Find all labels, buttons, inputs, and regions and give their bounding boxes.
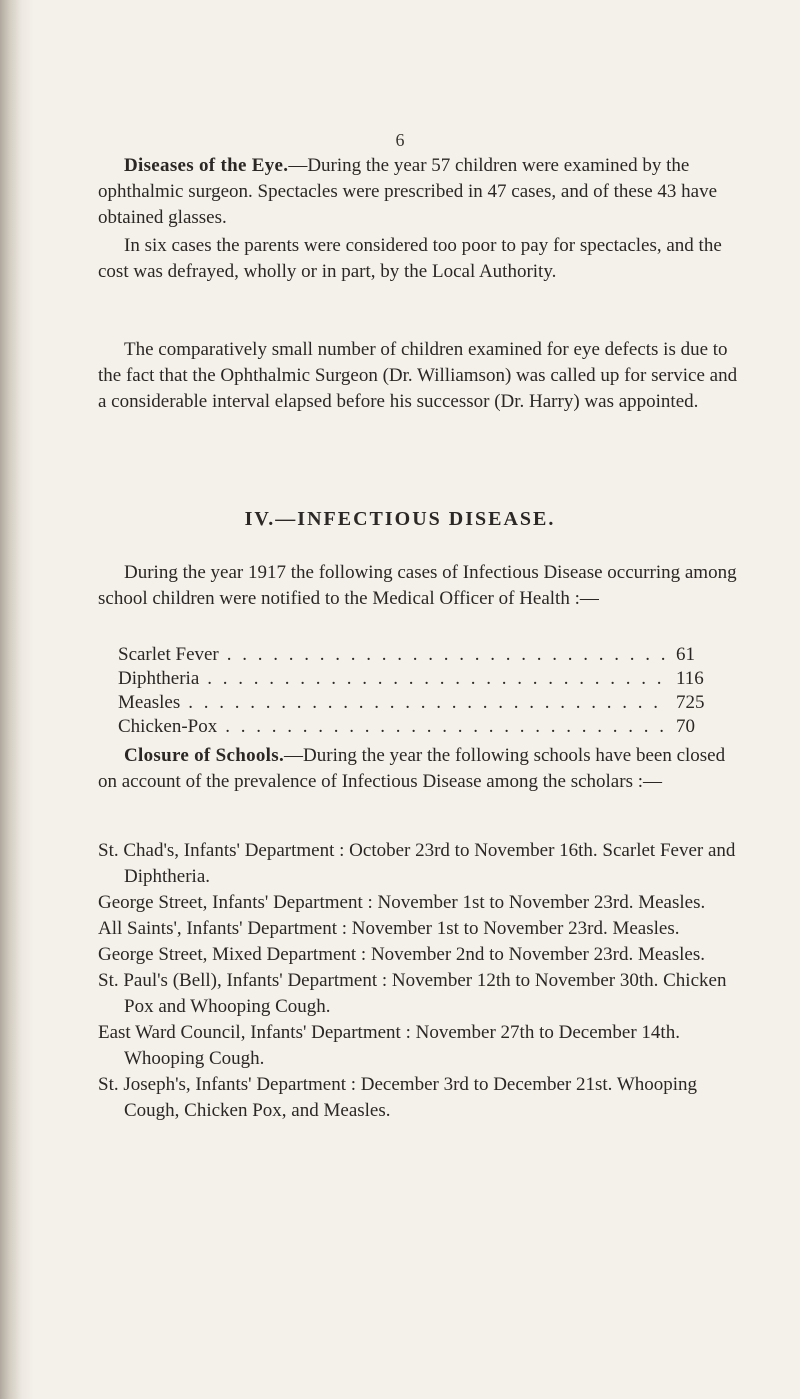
school-closure-item: East Ward Council, Infants' Department : November 27th to December 14th. Whooping Cough. — [98, 1022, 680, 1069]
disease-row — [118, 716, 718, 740]
disease-count: 725 — [676, 692, 705, 713]
school-closure-list — [98, 838, 738, 1124]
disease-row — [118, 668, 718, 692]
disease-name: Scarlet Fever — [118, 644, 219, 665]
disease-count: 70 — [676, 716, 695, 737]
closure-text: —During the year the following schools have been closed on account of the prevalence of Infectious Disease among the scholars :— — [98, 745, 726, 792]
section-heading: IV.—INFECTIOUS DISEASE. — [244, 508, 556, 530]
disease-count: 116 — [676, 668, 704, 689]
school-closure-item: All Saints', Infants' Department : November 1st to November 23rd. Measles. — [98, 918, 680, 939]
closure-paragraph — [98, 743, 738, 795]
poor-parents-paragraph: In six cases the parents were considered too poor to pay for spectacles, and the cost was defrayed, wholly or in part, by the Local Authority. — [98, 235, 722, 282]
eye-diseases-text: —During the year 57 children were examined by the ophthalmic surgeon. Spectacles were prescribed in 47 cases, and of these 43 have obtained glasses. — [98, 155, 718, 228]
page-number: 6 — [395, 130, 405, 150]
infectious-intro-paragraph: During the year 1917 the following cases of Infectious Disease occurring among school children were notified to the Medical Officer of Health :— — [98, 562, 737, 609]
dot-leader — [207, 668, 668, 690]
school-closure-item: St. Paul's (Bell), Infants' Department : November 12th to November 30th. Chicken Pox and Whooping Cough. — [98, 970, 727, 1017]
disease-name: Diphtheria — [118, 668, 200, 689]
dot-leader — [227, 644, 668, 666]
disease-list — [118, 644, 718, 740]
disease-row — [118, 644, 718, 668]
small-number-paragraph: The comparatively small number of children examined for eye defects is due to the fact that the Ophthalmic Surgeon (Dr. Williamson) was called up for service and a considerable interval elapsed before his successor (Dr. Harry) was appointed. — [98, 339, 738, 412]
eye-diseases-heading: Diseases of the Eye. — [124, 155, 289, 176]
disease-name: Chicken-Pox — [118, 716, 218, 737]
disease-count: 61 — [676, 644, 695, 665]
closure-heading: Closure of Schools. — [124, 745, 285, 766]
eye-diseases-paragraph — [98, 153, 738, 231]
dot-leader — [225, 716, 668, 738]
school-closure-item: St. Joseph's, Infants' Department : December 3rd to December 21st. Whooping Cough, Chicken Pox, and Measles. — [98, 1074, 698, 1121]
school-closure-item: St. Chad's, Infants' Department : October 23rd to November 16th. Scarlet Fever and Diphtheria. — [98, 840, 736, 887]
disease-name: Measles — [118, 692, 181, 713]
school-closure-item: George Street, Mixed Department : November 2nd to November 23rd. Measles. — [98, 944, 705, 965]
disease-row — [118, 692, 718, 716]
dot-leader — [188, 692, 668, 714]
school-closure-item: George Street, Infants' Department : November 1st to November 23rd. Measles. — [98, 892, 706, 913]
